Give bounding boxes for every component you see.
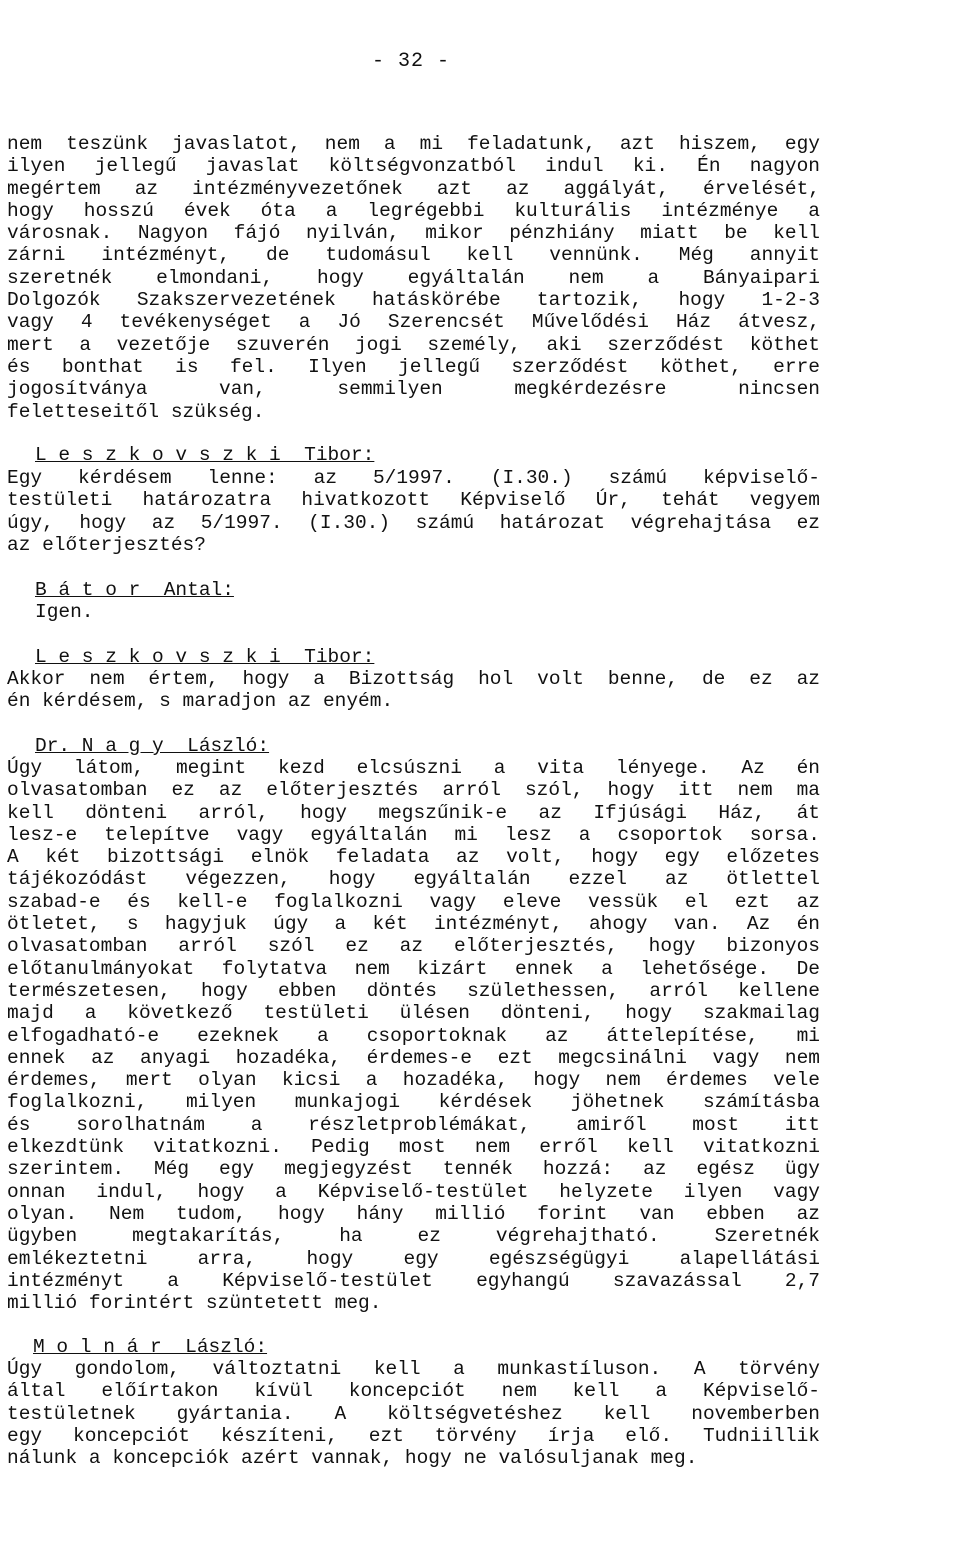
text-line: érdemes, mert olyan kicsi a hozadéka, hogy nem érdemes vele [7, 1069, 820, 1092]
text-line: úgy, hogy az 5/1997. (I.30.) számú határozat végrehajtása ez [7, 511, 820, 534]
text-line: foglalkozni, milyen munkajogi kérdések jöhetnek számításba [7, 1091, 820, 1114]
text-line: ügyben megtakarítás, ha ez végrehajtható. Szeretnék [7, 1225, 820, 1248]
text-line: Akkor nem értem, hogy a Bizottság hol volt benne, de ez az [7, 668, 820, 690]
speaker-name: Dr. N a g y László: [35, 735, 270, 757]
text-line: olyan. Nem tudom, hogy hány millió forint van ebben az [7, 1202, 820, 1225]
speaker-name: L e s z k o v s z k i Tibor: [35, 444, 375, 466]
text-line: tájékozódást végezzen, hogy egyáltalán ezzel az ötlettel [7, 868, 820, 891]
text-line: nálunk a koncepciók azért vannak, hogy ne valósuljanak meg. [7, 1447, 698, 1470]
text-line: egy koncepciót készíteni, ezt törvény írja elő. Tudniillik [7, 1424, 820, 1447]
text-line: jogosítványa van, semmilyen megkérdezésre nincsen [7, 378, 820, 401]
text-line: szeretnék elmondani, hogy egyáltalán nem a Bányaipari [7, 266, 820, 289]
speaker-name: B á t o r Antal: [35, 579, 234, 601]
text-line: testületnek gyártania. A költségvetéshez kell novemberben [7, 1402, 820, 1425]
speech-text [7, 757, 820, 1314]
text-line: városnak. Nagyon fájó nyilván, mikor pénzhiány miatt be kell [7, 222, 820, 245]
text-line: én kérdésem, s maradjon az enyém. [7, 690, 394, 713]
text-line: megértem az intézményvezetőnek azt az aggályát, érvelését, [7, 177, 820, 200]
text-line: elfogadható-e ezeknek a csoportoknak az áttelepítése, mi [7, 1024, 820, 1047]
text-line: millió forintért szüntetett meg. [7, 1292, 382, 1315]
speech-text [7, 1358, 820, 1469]
text-line: testületi határozatra hivatkozott Képviselő Úr, tehát vegyem [7, 489, 820, 512]
text-line: intézményt a Képviselő-testület egyhangú szavazással 2,7 [7, 1269, 820, 1292]
text-line: Dolgozók Szakszervezetének hatáskörébe tartozik, hogy 1-2-3 [7, 289, 820, 312]
text-line: és sorolhatnám a részletproblémákat, amiről most itt [7, 1113, 820, 1136]
text-line: kell dönteni arról, hogy megszűnik-e az Ifjúsági Ház, át [7, 801, 820, 824]
text-line: szerintem. Még egy megjegyzést tennék hozzá: az egész ügy [7, 1158, 820, 1181]
text-line: szabad-e és kell-e foglalkozni vagy eleve vessük el ezt az [7, 890, 820, 913]
text-line: Úgy látom, megint kezd elcsúszni a vita lényege. Az én [7, 757, 820, 779]
text-line: zárni intézményt, de tudomásul kell vennünk. Még annyit [7, 244, 820, 267]
speech-text [35, 601, 848, 623]
text-line: ilyen jellegű javaslat költségvonzatból indul ki. Én nagyon [7, 155, 820, 178]
text-line: feletteseitől szükség. [7, 400, 265, 423]
text-line: mert a vezetője szuverén jogi személy, aki szerződést köthet [7, 333, 820, 356]
text-line: elkezdtünk vitatkozni. Pedig most nem erről kell vitatkozni [7, 1136, 820, 1159]
text-line: és bonthat is fel. Ilyen jellegű szerződést köthet, erre [7, 355, 820, 378]
text-line: természetesen, hogy ebben döntés születhessen, arról kellene [7, 979, 820, 1002]
text-line: Igen. [35, 601, 94, 623]
speech-text [7, 467, 820, 556]
text-line: Egy kérdésem lenne: az 5/1997. (I.30.) számú képviselő- [7, 467, 820, 489]
text-line: ennek az anyagi hozadéka, érdemes-e ezt megcsinálni vagy nem [7, 1046, 820, 1069]
text-line: nem teszünk javaslatot, nem a mi feladatunk, azt hiszem, egy [7, 133, 820, 155]
speech-text [7, 668, 820, 713]
text-line: az előterjesztés? [7, 533, 206, 556]
text-line: onnan indul, hogy a Képviselő-testület helyzete ilyen vagy [7, 1180, 820, 1203]
text-line: vagy 4 tevékenységet a Jó Szerencsét Művelődési Ház átvesz, [7, 311, 820, 334]
text-line: emlékeztetni arra, hogy egy egészségügyi alapellátási [7, 1247, 820, 1270]
text-line: Úgy gondolom, változtatni kell a munkastíluson. A törvény [7, 1358, 820, 1380]
text-line: olvasatomban arról szól ez az előterjesztés, hogy bizonyos [7, 935, 820, 958]
text-line: lesz-e telepítve vagy egyáltalán mi lesz a csoportok sorsa. [7, 823, 820, 846]
text-line: ötletet, s hagyjuk úgy a két intézményt, ahogy van. Az én [7, 913, 820, 936]
text-line: majd a következő testületi ülésen dönteni, hogy szakmailag [7, 1002, 820, 1025]
text-line: hogy hosszú évek óta a legrégebbi kulturális intézménye a [7, 199, 820, 222]
page-number: - 32 - [372, 50, 451, 73]
speaker-name: M o l n á r László: [33, 1336, 268, 1358]
paragraph-continuation [7, 133, 820, 423]
text-line: előtanulmányokat folytatva nem kizárt ennek a lehetősége. De [7, 957, 820, 980]
text-line: olvasatomban ez az előterjesztés arról szól, hogy itt nem ma [7, 779, 820, 802]
speaker-name: L e s z k o v s z k i Tibor: [35, 646, 375, 668]
text-line: A két bizottsági elnök feladata az volt, hogy egy előzetes [7, 846, 820, 869]
text-line: által előírtakon kívül koncepciót nem kell a Képviselő- [7, 1380, 820, 1403]
